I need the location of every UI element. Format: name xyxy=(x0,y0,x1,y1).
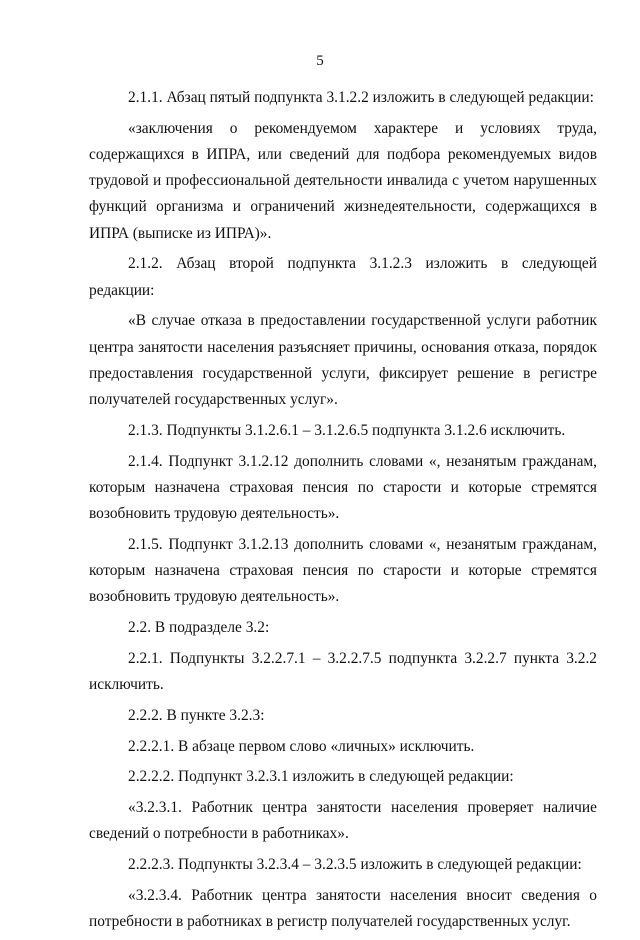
document-body xyxy=(89,85,597,940)
page-number: 5 xyxy=(316,53,324,69)
paragraph-2-2-2-2: 2.2.2.2. Подпункт 3.2.3.1 изложить в следующей редакции: xyxy=(128,768,514,786)
paragraph-2-2-2-1: 2.2.2.1. В абзаце первом слово «личных» исключить. xyxy=(128,737,475,755)
paragraph-2-1-1: 2.1.1. Абзац пятый подпункта 3.1.2.2 изложить в следующей редакции: xyxy=(128,89,594,106)
paragraph-2-1-3: 2.1.3. Подпункты 3.1.2.6.1 – 3.1.2.6.5 подпункта 3.1.2.6 исключить. xyxy=(128,421,566,439)
paragraph-2-1-5: 2.1.5. Подпункт 3.1.2.13 дополнить словами «, незанятым гражданам, которым назначена страховая пенсия по старости и которые стремятся возобновить трудовую деятельность». xyxy=(89,535,597,606)
paragraph-2-2: 2.2. В подразделе 3.2: xyxy=(128,619,270,637)
paragraph-2-1-2: 2.1.2. Абзац второй подпункта 3.1.2.3 изложить в следующей редакции: xyxy=(89,255,597,299)
paragraph-2-2-2-3: 2.2.2.3. Подпункты 3.2.3.4 – 3.2.3.5 изложить в следующей редакции: xyxy=(128,856,582,874)
paragraph-quote-ipra: «заключения о рекомендуемом характере и условиях труда, содержащихся в ИПРА, или сведений для подбора рекомендуемых видов трудовой и профессиональной деятельности инвалида с учетом нарушенных функций организма и ограничений жизнедеятельности, содержащихся в ИПРА (выписке из ИПРА)». xyxy=(89,119,597,242)
paragraph-quote-3-2-3-4: «3.2.3.4. Работник центра занятости населения вносит сведения о потребности в работниках в регистр получателей государственных услуг. xyxy=(89,887,597,931)
paragraph-2-2-1: 2.2.1. Подпункты 3.2.2.7.1 – 3.2.2.7.5 подпункта 3.2.2.7 пункта 3.2.2 исключить. xyxy=(89,649,597,694)
paragraph-2-2-2: 2.2.2. В пункте 3.2.3: xyxy=(128,706,265,724)
paragraph-quote-3-2-3-1: «3.2.3.1. Работник центра занятости населения проверяет наличие сведений о потребности в работниках». xyxy=(89,799,597,843)
paragraph-2-1-4: 2.1.4. Подпункт 3.1.2.12 дополнить словами «, незанятым гражданам, которым назначена страховая пенсия по старости и которые стремятся возобновить трудовую деятельность». xyxy=(89,452,597,523)
paragraph-quote-refusal: «В случае отказа в предоставлении государственной услуги работник центра занятости населения разъясняет причины, основания отказа, порядок предоставления государственной услуги, фиксирует решение в регистре получателей государственных услуг». xyxy=(89,312,597,409)
